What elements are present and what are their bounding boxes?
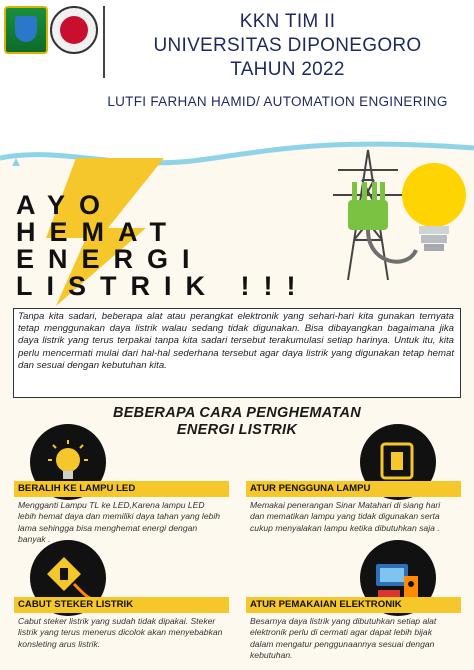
tip-4-title-bar <box>246 597 461 613</box>
intro-paragraph: Tanpa kita sadari, beberapa alat atau perangkat elektronik yang sehari-hari kita gunakan ternyata tetap menggunakan daya listrik walau sedang tidak digunakan. Bisa dibayangkan bagaimana jika daya listrik yang terus terpakai tanpa kita sadari tersebut terakumulasi setiap harinya. Untuk itu, kita perlu mencermati mulai dari hal-hal sederhana tersebut agar daya listrik yang digunakan tetap hemat dan sesuai dengan kebutuhan kita. <box>18 311 454 371</box>
section-title-line-2: ENERGI LISTRIK <box>176 422 298 438</box>
title-line-3: TAHUN 2022 <box>230 59 345 80</box>
tip-2-title-bar <box>246 481 461 497</box>
tip-1-text: Mengganti Lampu TL ke LED,Karena lampu LED lebih hemat daya dan memiliki daya tahan yang lebih lama sehingga bisa menghemat energi dengan banyak . <box>18 500 221 545</box>
tip-4-title: ATUR PEMAKAIAN ELEKTRONIK <box>250 599 402 610</box>
title-line-2: UNIVERSITAS DIPONEGORO <box>153 35 422 56</box>
title-line-1: KKN TIM II <box>239 11 336 32</box>
slogan-line-3: ENERGI <box>16 244 204 274</box>
tip-1-title-bar <box>14 481 229 497</box>
tip-3-text: Cabut steker listrik yang sudah tidak dipakai. Steker listrik yang terus menerus dicolok akan menyebabkan konsleting arus listrik. <box>18 616 223 649</box>
header-divider <box>103 6 105 78</box>
university-logo <box>50 6 98 54</box>
tower-bulb-illustration <box>318 140 468 290</box>
tip-3-title-bar <box>14 597 229 613</box>
section-title-line-1: BEBERAPA CARA PENGHEMATAN <box>112 405 362 421</box>
tip-4-text: Besarnya daya listrik yang dibutuhkan setiap alat elektronik perlu di cermati agar dapat lebih bijak dalam mengatur penggunaannya sesuai dengan kebutuhan. <box>250 616 437 661</box>
tip-2-title: ATUR PENGGUNA LAMPU <box>250 483 371 494</box>
slogan-line-1: AYO <box>16 190 115 220</box>
tip-2-text: Memakai penerangan Sinar Matahari di siang hari dan mematikan lampu yang tidak digunakan serta cukup menyalakan lampu ketika dibutuhkan saja . <box>250 500 441 533</box>
tip-1-title: BERALIH KE LAMPU LED <box>18 483 136 494</box>
tip-3-title: CABUT STEKER LISTRIK <box>18 599 134 610</box>
slogan-line-2: HEMAT <box>16 217 180 247</box>
slogan-line-4: LISTRIK !!! <box>16 271 310 301</box>
author-subtitle: LUTFI FARHAN HAMID/ AUTOMATION ENGINERING <box>107 94 448 109</box>
province-logo <box>4 6 48 54</box>
